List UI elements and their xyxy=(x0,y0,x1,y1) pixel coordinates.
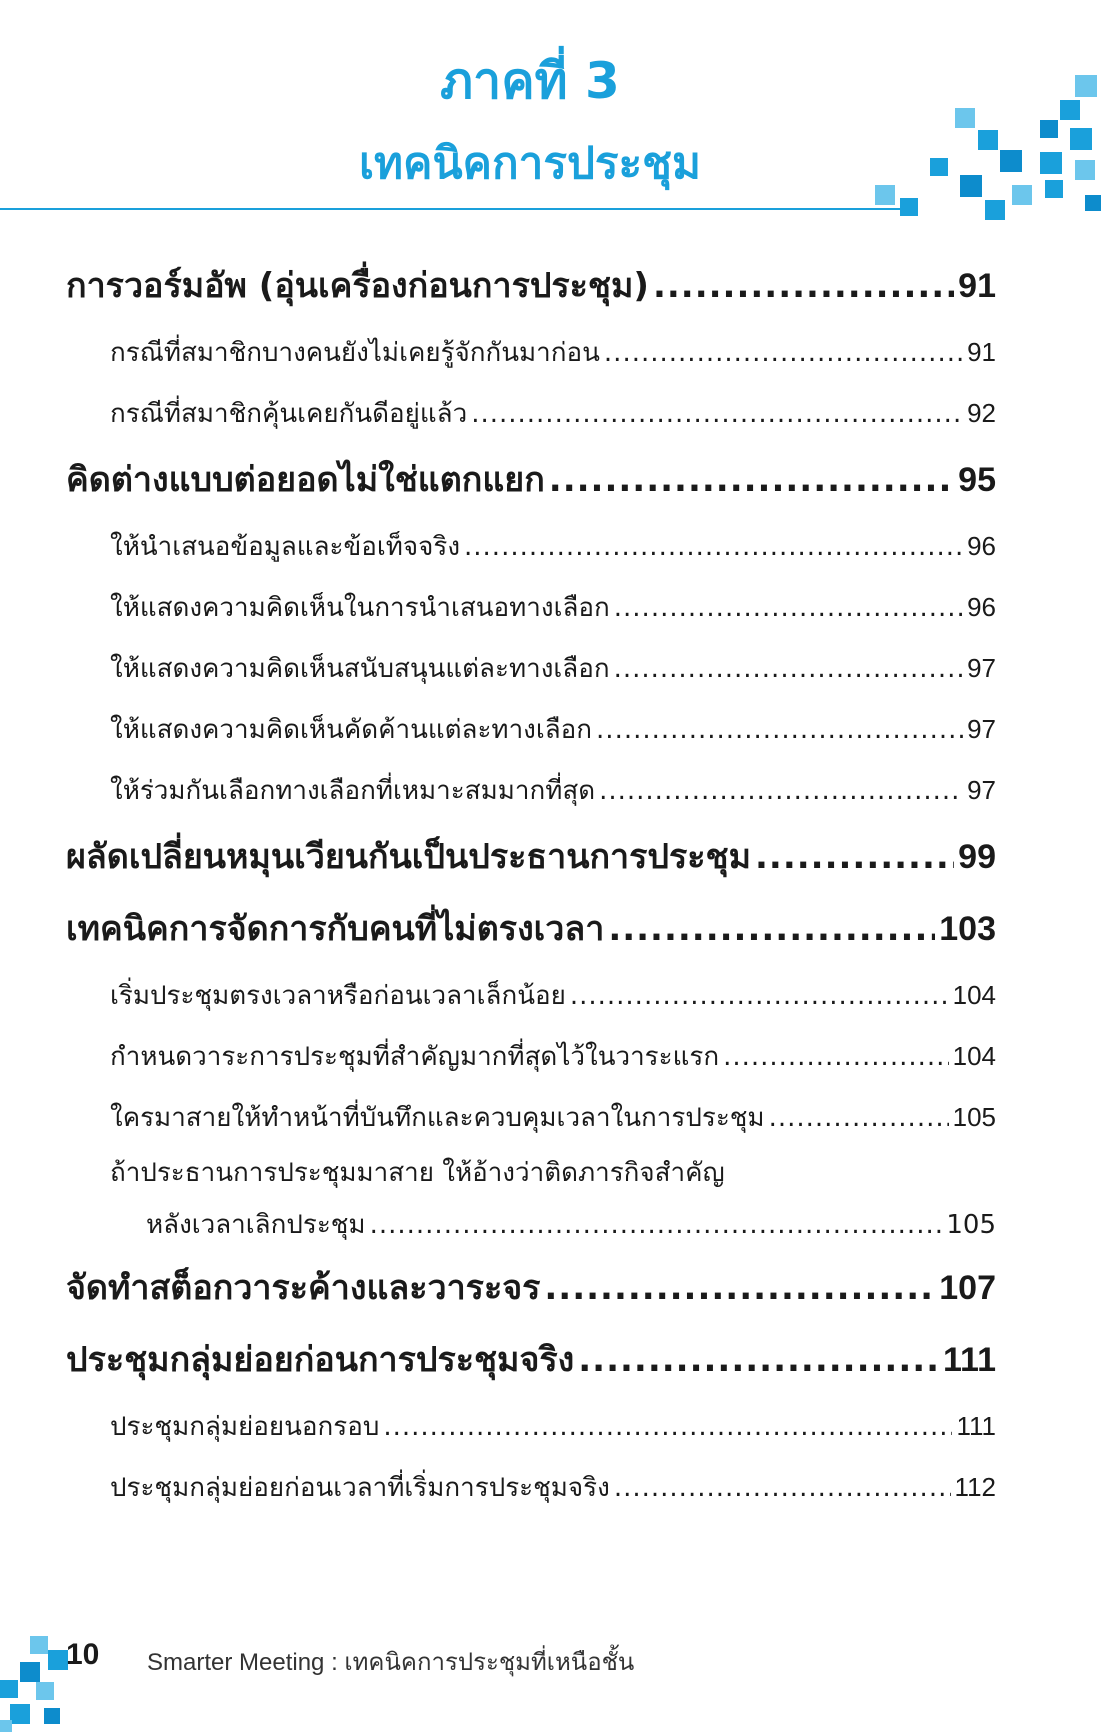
toc-title: เริ่มประชุมตรงเวลาหรือก่อนเวลาเล็กน้อย xyxy=(110,981,566,1011)
toc-page: 111 xyxy=(956,1411,996,1441)
decorative-square xyxy=(1012,185,1032,205)
dot-leader xyxy=(614,1458,951,1519)
decorative-square xyxy=(48,1650,68,1670)
decorative-square xyxy=(1075,75,1097,97)
toc-page: 103 xyxy=(939,910,996,948)
toc-chapter[interactable] xyxy=(66,1324,996,1396)
dot-leader xyxy=(653,250,954,322)
toc-section[interactable] xyxy=(66,577,996,638)
dot-leader xyxy=(596,700,963,761)
dot-leader xyxy=(769,1088,949,1149)
toc-section[interactable] xyxy=(66,383,996,444)
dot-leader xyxy=(549,444,954,516)
toc-title: ประชุมกลุ่มย่อยก่อนเวลาที่เริ่มการประชุมจริง xyxy=(110,1473,610,1503)
decorative-square xyxy=(1085,195,1101,211)
toc-title: ให้ร่วมกันเลือกทางเลือกที่เหมาะสมมากที่สุด xyxy=(110,776,596,806)
decorative-square xyxy=(0,1680,18,1698)
toc-title: กำหนดวาระการประชุมที่สำคัญมากที่สุดไว้ในวาระแรก xyxy=(110,1042,720,1072)
toc-chapter[interactable] xyxy=(66,1252,996,1324)
toc-title: ถ้าประธานการประชุมมาสาย ให้อ้างว่าติดภารกิจสำคัญ xyxy=(110,1158,725,1188)
toc-page: 97 xyxy=(967,775,996,805)
dot-leader xyxy=(570,966,949,1027)
decorative-square xyxy=(900,198,918,216)
decorative-square xyxy=(10,1704,30,1724)
dot-leader xyxy=(599,761,963,822)
decorative-square xyxy=(30,1636,48,1654)
toc-title: กรณีที่สมาชิกคุ้นเคยกันดีอยู่แล้ว xyxy=(110,399,468,429)
toc-title: ประชุมกลุ่มย่อยนอกรอบ xyxy=(110,1412,380,1442)
toc-chapter[interactable] xyxy=(66,821,996,893)
toc-page: 91 xyxy=(958,267,996,305)
toc-title: ให้แสดงความคิดเห็นสนับสนุนแต่ละทางเลือก xyxy=(110,654,610,684)
toc-chapter[interactable] xyxy=(66,893,996,965)
toc-title-continued: หลังเวลาเลิกประชุม xyxy=(146,1210,366,1240)
toc-page: 96 xyxy=(967,531,996,561)
dot-leader xyxy=(604,323,963,384)
decorative-square xyxy=(1040,120,1058,138)
decorative-square xyxy=(978,130,998,150)
toc-title: กรณีที่สมาชิกบางคนยังไม่เคยรู้จักกันมาก่อน xyxy=(110,338,600,368)
decorative-square xyxy=(1060,100,1080,120)
decorative-square xyxy=(1000,150,1022,172)
toc-section[interactable] xyxy=(66,638,996,699)
toc-page: 104 xyxy=(952,1041,996,1071)
toc-section[interactable] xyxy=(66,965,996,1026)
toc-page: 95 xyxy=(958,461,996,499)
toc-page: 107 xyxy=(939,1269,996,1307)
decorative-square xyxy=(875,185,895,205)
toc-page: 99 xyxy=(958,838,996,876)
decorative-square xyxy=(930,158,948,176)
dot-leader xyxy=(755,821,954,893)
dot-leader xyxy=(383,1397,952,1458)
toc-title: เทคนิคการจัดการกับคนที่ไม่ตรงเวลา xyxy=(66,909,605,949)
toc-section[interactable] xyxy=(66,1396,996,1457)
dot-leader xyxy=(614,639,964,700)
decorative-square xyxy=(36,1682,54,1700)
toc-title: คิดต่างแบบต่อยอดไม่ใช่แตกแยก xyxy=(66,460,545,500)
toc-section[interactable] xyxy=(66,1148,996,1252)
decorative-square xyxy=(955,108,975,128)
toc-section[interactable] xyxy=(66,760,996,821)
toc-title: ให้แสดงความคิดเห็นในการนำเสนอทางเลือก xyxy=(110,593,610,623)
toc-title: จัดทำสต็อกวาระค้างและวาระจร xyxy=(66,1268,541,1308)
toc-page: 112 xyxy=(954,1472,996,1502)
toc-section[interactable] xyxy=(66,322,996,383)
toc-title: การวอร์มอัพ (อุ่นเครื่องก่อนการประชุม) xyxy=(66,266,649,306)
toc-title: ประชุมกลุ่มย่อยก่อนการประชุมจริง xyxy=(66,1340,575,1380)
toc-title: ให้นำเสนอข้อมูลและข้อเท็จจริง xyxy=(110,532,461,562)
decorative-square xyxy=(1045,180,1063,198)
toc-page: 97 xyxy=(967,714,996,744)
part-title: ภาคที่ 3 xyxy=(440,52,620,110)
toc-page: 96 xyxy=(967,592,996,622)
toc-section[interactable] xyxy=(66,1026,996,1087)
dot-leader xyxy=(614,578,963,639)
dot-leader xyxy=(464,517,963,578)
dot-leader xyxy=(723,1027,949,1088)
toc-page: 104 xyxy=(952,980,996,1010)
toc-title: ใครมาสายให้ทำหน้าที่บันทึกและควบคุมเวลาในการประชุม xyxy=(110,1103,765,1133)
toc-title: ให้แสดงความคิดเห็นคัดค้านแต่ละทางเลือก xyxy=(110,715,593,745)
toc-section[interactable] xyxy=(66,516,996,577)
decorative-square xyxy=(960,175,982,197)
footer xyxy=(0,1620,1102,1732)
dot-leader xyxy=(370,1198,943,1252)
decorative-square xyxy=(1070,128,1092,150)
header xyxy=(0,0,1102,215)
dot-leader xyxy=(471,384,963,445)
toc-chapter[interactable] xyxy=(66,250,996,322)
toc-title: ผลัดเปลี่ยนหมุนเวียนกันเป็นประธานการประชุม xyxy=(66,837,751,877)
table-of-contents xyxy=(66,250,996,1518)
header-rule xyxy=(0,208,900,210)
decorative-square xyxy=(1040,152,1062,174)
dot-leader xyxy=(544,1252,935,1324)
decorative-square xyxy=(985,200,1005,220)
decorative-square xyxy=(20,1662,40,1682)
decorative-square xyxy=(0,1720,12,1732)
dot-leader xyxy=(578,1324,939,1396)
part-subtitle: เทคนิคการประชุม xyxy=(358,138,702,189)
running-footer-title: Smarter Meeting : เทคนิคการประชุมที่เหนือชั้น xyxy=(147,1649,635,1676)
toc-page: 105 xyxy=(946,1210,996,1240)
toc-section[interactable] xyxy=(66,1457,996,1518)
toc-page: 105 xyxy=(952,1102,996,1132)
toc-page: 97 xyxy=(967,653,996,683)
dot-leader xyxy=(608,893,935,965)
toc-page: 92 xyxy=(967,398,996,428)
toc-section[interactable] xyxy=(66,699,996,760)
decorative-square xyxy=(44,1708,60,1724)
toc-section[interactable] xyxy=(66,1087,996,1148)
toc-page: 111 xyxy=(943,1341,996,1379)
page-number: 10 xyxy=(66,1638,100,1671)
decorative-square xyxy=(1075,160,1095,180)
toc-chapter[interactable] xyxy=(66,444,996,516)
toc-page: 91 xyxy=(967,337,996,367)
